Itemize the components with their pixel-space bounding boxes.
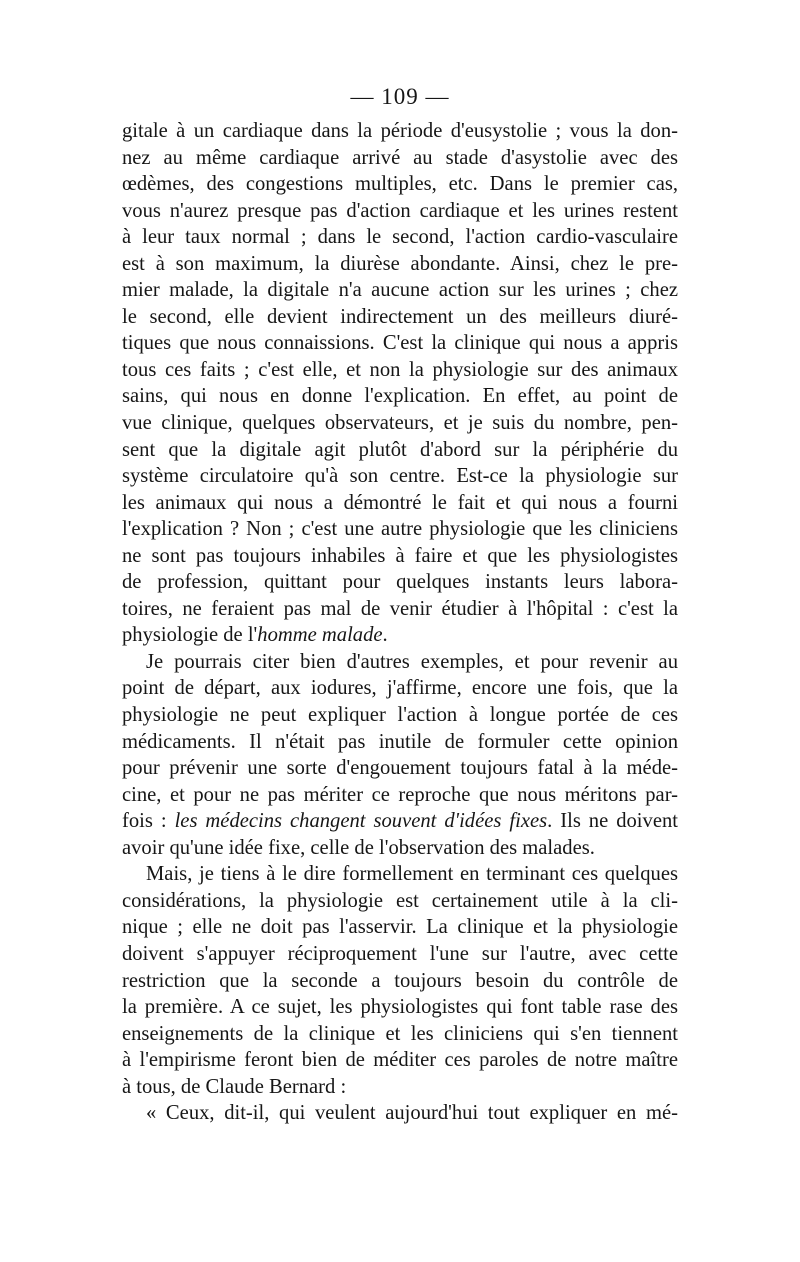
text-line: de profession, quittant pour quelques instants leurs labora- (122, 571, 678, 594)
text-line: sent que la digitale agit plutôt d'abord sur la périphérie du (122, 438, 678, 461)
paragraph-3 (122, 861, 678, 1100)
text-line: pour prévenir une sorte d'engouement toujours fatal à la méde- (122, 757, 678, 780)
text-line: système circulatoire qu'à son centre. Est-ce la physiologie sur (122, 465, 678, 488)
text-line (122, 622, 678, 649)
text-line: les animaux qui nous a démontré le fait et qui nous a fourni (122, 491, 678, 514)
text-line: nique ; elle ne doit pas l'asservir. La clinique et la physiologie (122, 916, 678, 939)
text-line: est à son maximum, la diurèse abondante. Ainsi, chez le pre- (122, 252, 678, 275)
text-line: physiologie ne peut expliquer l'action à longue portée de ces (122, 704, 678, 727)
text-line: avoir qu'une idée fixe, celle de l'observation des malades. (122, 836, 595, 859)
text-line: à tous, de Claude Bernard : (122, 1075, 347, 1098)
text-line: vous n'aurez presque pas d'action cardiaque et les urines restent (122, 199, 678, 222)
text-line: à leur taux normal ; dans le second, l'action cardio-vasculaire (122, 226, 678, 249)
paragraph-1 (122, 118, 678, 649)
book-page (122, 84, 678, 1127)
text-line: vue clinique, quelques observateurs, et je suis du nombre, pen- (122, 412, 678, 435)
text-line: œdèmes, des congestions multiples, etc. Dans le premier cas, (122, 173, 678, 196)
text-line: médicaments. Il n'était pas inutile de formuler cette opinion (122, 730, 678, 753)
text-line: l'explication ? Non ; c'est une autre physiologie que les cliniciens (122, 518, 678, 541)
text-segment: . (382, 624, 388, 647)
text-line: restriction que la seconde a toujours besoin du contrôle de (122, 969, 678, 992)
text-line: toires, ne feraient pas mal de venir étudier à l'hôpital : c'est la (122, 597, 678, 620)
text-line (122, 808, 678, 835)
text-line: « Ceux, dit-il, qui veulent aujourd'hui tout expliquer en mé- (146, 1102, 678, 1125)
page-number: — 109 — (350, 84, 450, 109)
text-segment: . Ils ne doivent (547, 810, 678, 833)
text-line: cine, et pour ne pas mériter ce reproche que nous méritons par- (122, 783, 678, 806)
text-line: le second, elle devient indirectement un des meilleurs diuré- (122, 305, 678, 328)
paragraph-4 (122, 1100, 678, 1127)
text-line: Je pourrais citer bien d'autres exemples, et pour revenir au (146, 650, 678, 673)
text-segment: physiologie de l' (122, 624, 258, 647)
text-line: doivent s'appuyer réciproquement l'une sur l'autre, avec cette (122, 942, 678, 965)
text-line: considérations, la physiologie est certainement utile à la cli- (122, 889, 678, 912)
text-line: la première. A ce sujet, les physiologistes qui font table rase des (122, 996, 678, 1019)
text-line: ne sont pas toujours inhabiles à faire et que les physiologistes (122, 544, 678, 567)
text-line: enseignements de la clinique et les cliniciens qui s'en tiennent (122, 1022, 678, 1045)
text-line: à l'empirisme feront bien de méditer ces paroles de notre maître (122, 1049, 678, 1072)
text-line: mier malade, la digitale n'a aucune action sur les urines ; chez (122, 279, 678, 302)
text-line: sains, qui nous en donne l'explication. En effet, au point de (122, 385, 678, 408)
paragraph-2 (122, 649, 678, 861)
text-line: nez au même cardiaque arrivé au stade d'asystolie avec des (122, 146, 678, 169)
text-line: gitale à un cardiaque dans la période d'eusystolie ; vous la don- (122, 120, 678, 142)
italic-phrase: les médecins changent souvent d'idées fixes (174, 810, 548, 833)
italic-phrase: homme malade (257, 624, 383, 647)
text-line: point de départ, aux iodures, j'affirme, encore une fois, que la (122, 677, 678, 700)
text-line: tous ces faits ; c'est elle, et non la physiologie sur des animaux (122, 358, 678, 381)
text-line: tiques que nous connaissions. C'est la clinique qui nous a appris (122, 332, 678, 355)
text-line: Mais, je tiens à le dire formellement en terminant ces quelques (146, 863, 678, 886)
text-segment: fois : (122, 810, 175, 833)
